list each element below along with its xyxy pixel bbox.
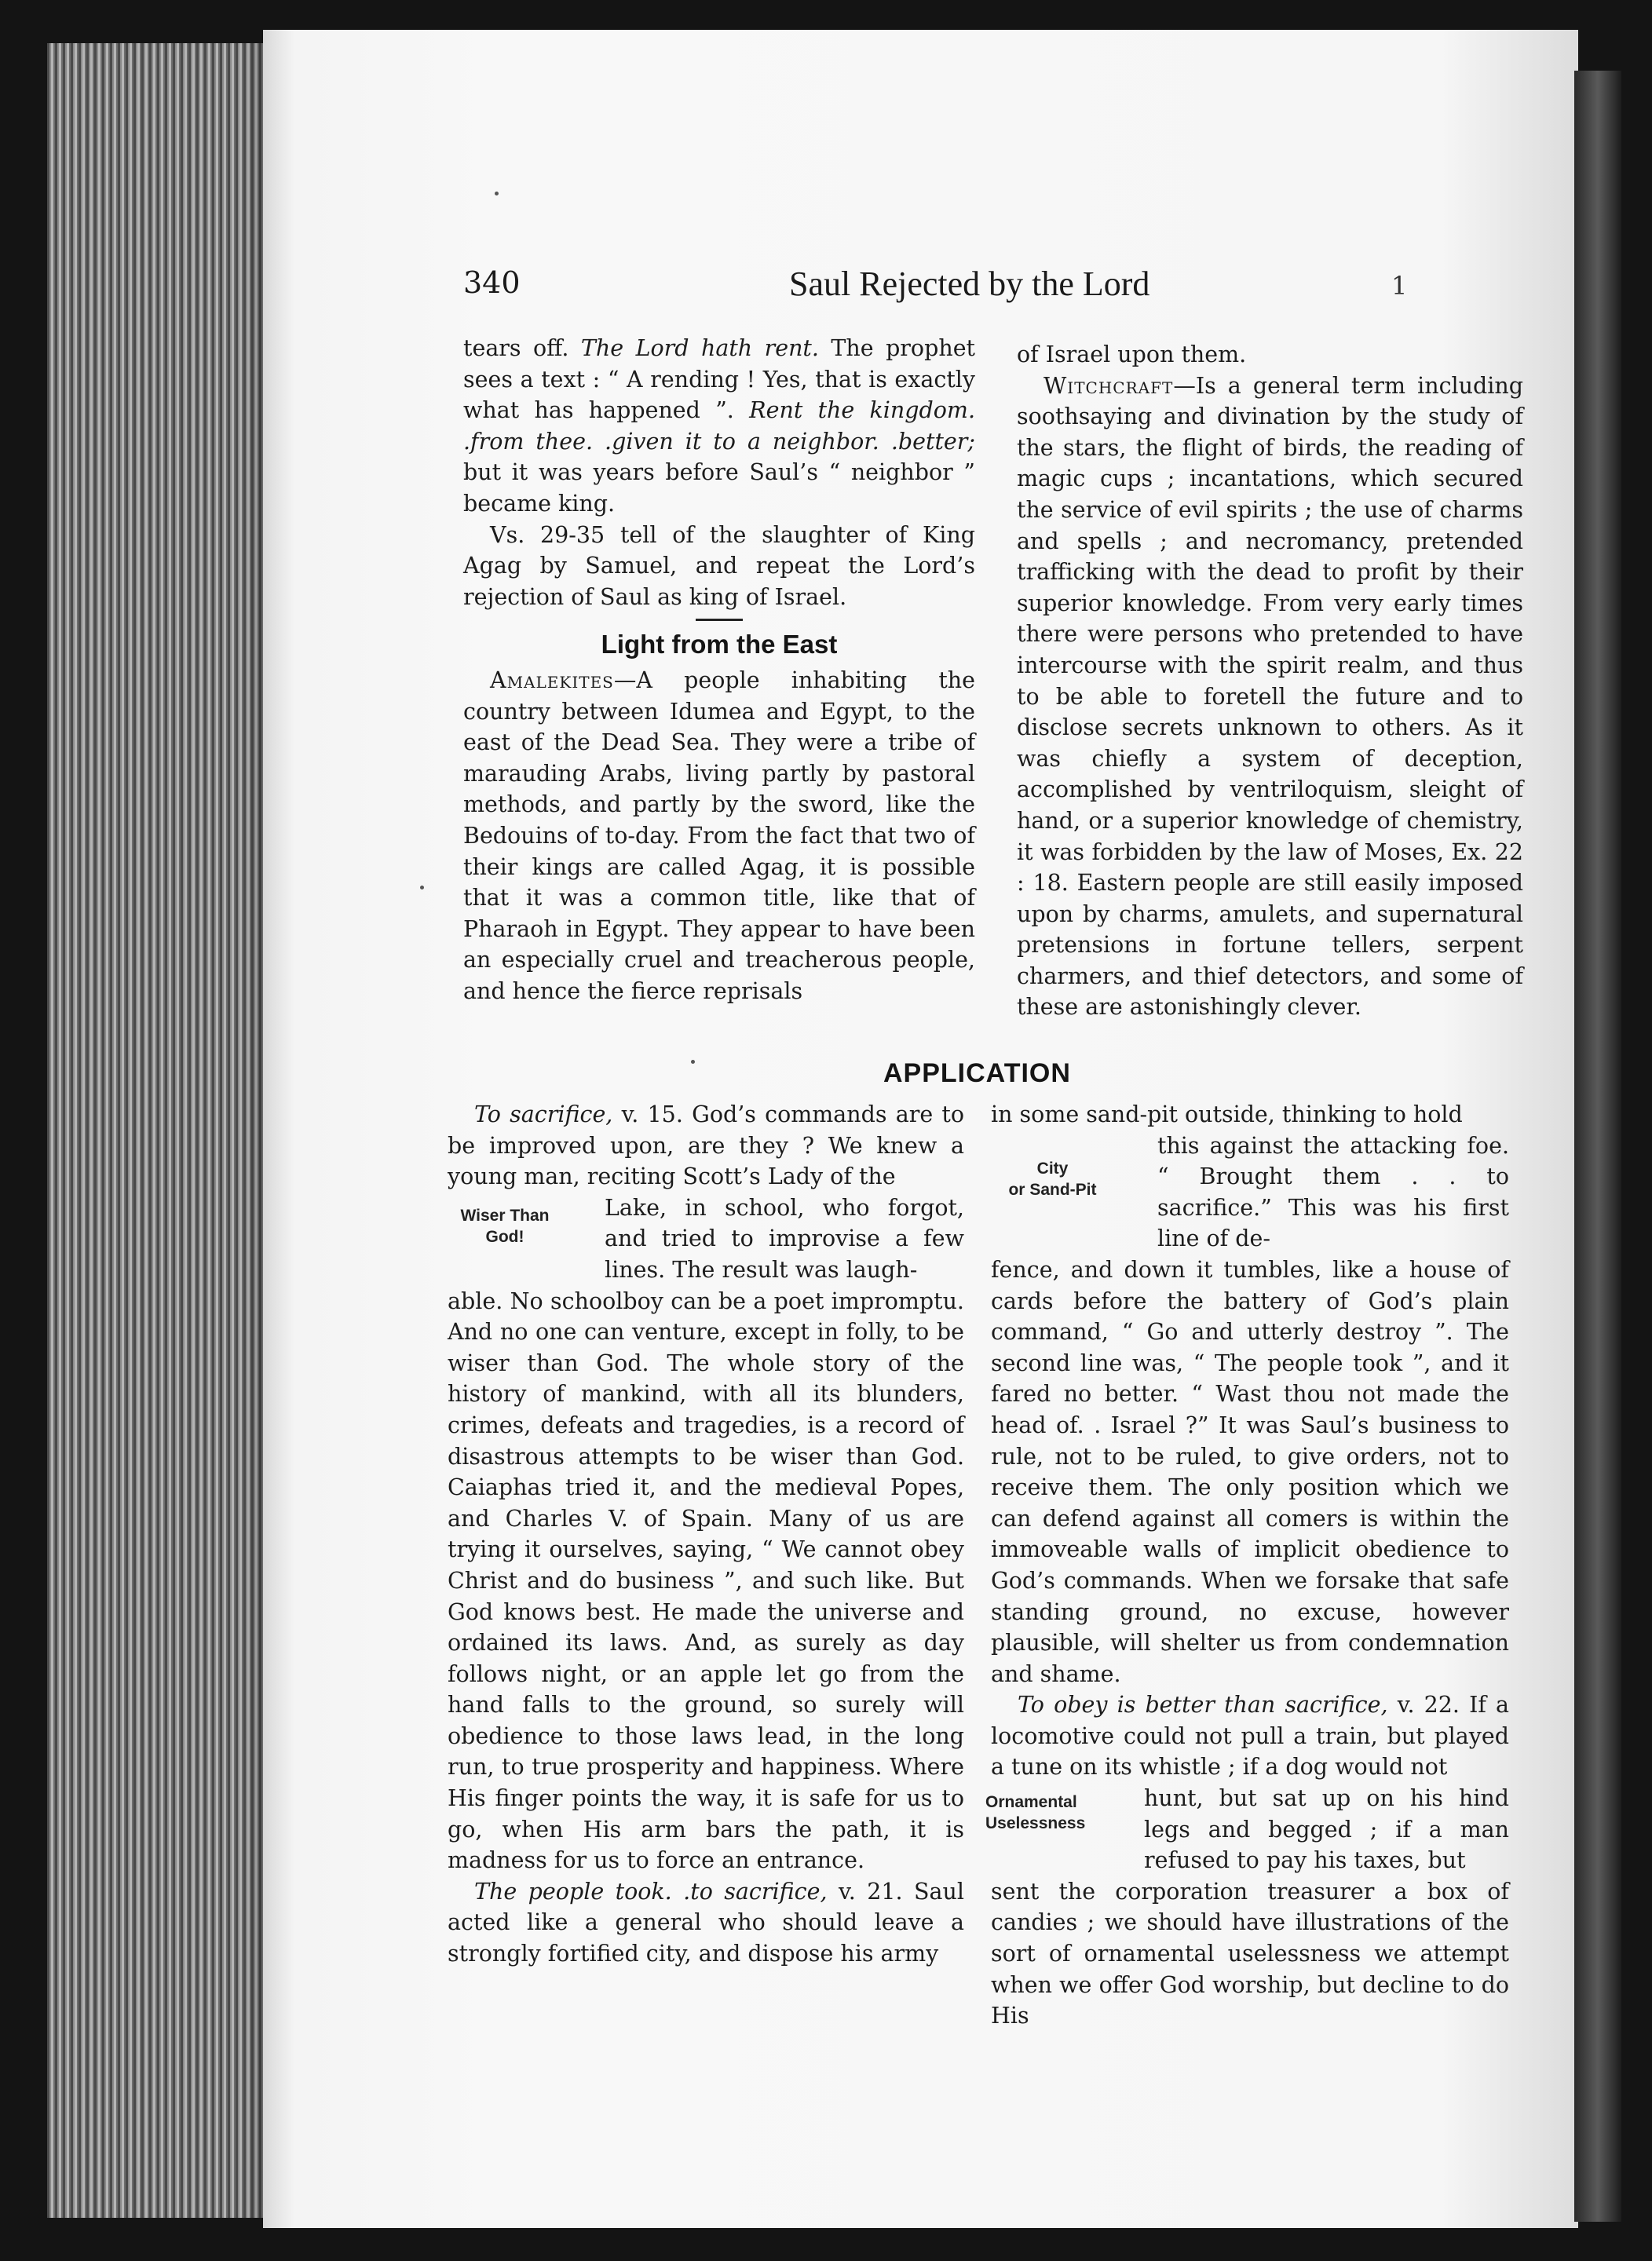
scan-speck: [420, 886, 424, 889]
margin-note: City or Sand-Pit: [1008, 1160, 1097, 1199]
right-column-top: [1017, 339, 1523, 1023]
scan-speck: [691, 1060, 695, 1064]
paragraph: able. No schoolboy can be a poet impromptu. And no one can venture, except in folly, to be wiser than God. The whole story of the history of mankind, with all its blunders, crimes, defeats and tragedies, is a record of disastrous attempts to be wiser than God. Caiaphas tried it, and the medieval Popes, and Charles V. of Spain. Many of us are trying it ourselves, saying, “ We cannot obey Christ and do business ”, and such like. But God knows best. He made the universe and ordained its laws. And, as surely as day follows night, or an apple let go from the hand falls to the ground, so surely will obedience to those laws lead, in the long run, to true prosperity and happiness. Where His finger points the way, it is safe for us to go, when His arm bars the path, it is madness for us to force an entrance.: [448, 1288, 964, 1874]
header-mark: 1: [1391, 271, 1408, 301]
left-column-top: [463, 333, 975, 1006]
application-heading: APPLICATION: [883, 1058, 1071, 1088]
running-title: Saul Rejected by the Lord: [789, 265, 1150, 303]
paragraph: sent the corporation treasurer a box of candies ; we should have illustrations of the sort of ornamental uselessness we attempt when we offer God worship, but decline to do His: [991, 1878, 1509, 2029]
paragraph: this against the attacking foe. “ Brought them . . to sacrifice.” This was his first line of de-: [1157, 1132, 1509, 1252]
margin-note: Wiser Than God!: [460, 1207, 550, 1246]
section-divider: [696, 619, 743, 621]
page-number: 340: [463, 265, 521, 300]
paragraph: Amalekites—A people inhabiting the country between Idumea and Egypt, to the east of the Dead Sea. They were a tribe of marauding Arabs, living partly by pastoral methods, and partly by the sword, like the Bedouins of to-day. From the fact that two of their kings are called Agag, it is possible that it was a common title, like that of Pharaoh in Egypt. They appear to have been an especially cruel and treacherous people, and hence the fierce reprisals: [463, 667, 975, 1004]
paragraph: in some sand-pit outside, thinking to hold: [991, 1101, 1463, 1127]
section-heading: Light from the East: [601, 630, 838, 659]
paragraph: fence, and down it tumbles, like a house of cards before the battery of God’s plain command, “ Go and utterly destroy ”. The second line was, “ The people took ”, and it fared no better. “ Wast thou not made the head of. . Israel ?” It was Saul’s business to rule, not to be ruled, to give orders, not to receive them. The only position which we can defend against all comers is within the immoveable walls of implicit obedience to God’s commands. When we forsake that safe standing ground, no excuse, however plausible, will shelter us from condemnation and shame.: [991, 1256, 1509, 1687]
paragraph: of Israel upon them.: [1017, 342, 1247, 367]
term: Amalekites: [490, 667, 614, 693]
paragraph: To sacrifice, v. 15. God’s commands are to be improved upon, are they ? We knew a young man, reciting Scott’s Lady of the: [448, 1101, 965, 1190]
paragraph: The people took. .to sacrifice, v. 21. Saul acted like a general who should leave a strongly fortified city, and dispose his army: [448, 1878, 964, 1967]
paragraph: Witchcraft—Is a general term including soothsaying and divination by the study of the stars, the flight of birds, the reading of magic cups ; incantations, which secured the service of evil spirits ; the use of charms and spells ; and necromancy, pretended trafficking with the dead to profit by their superior knowledge. From very early times there were persons who pretended to have intercourse with the spirit realm, and thus to be able to foretell the future and to disclose secrets unknown to others. As it was chiefly a system of deception, accomplished by ventriloquism, sleight of hand, or a superior knowledge of chemistry, it was forbidden by the law of Moses, Ex. 22 : 18. Eastern people are still easily imposed upon by charms, amulets, and supernatural pretensions in fortune tellers, serpent charmers, and thief detectors, and some of these are astonishingly clever.: [1017, 372, 1523, 1021]
paragraph: tears off. The Lord hath rent. The prophet sees a text : “ A rending ! Yes, that is exactly what has happened ”. Rent the kingdom. .from thee. .given it to a neighbor. .better; but it was years before Saul’s “ neighbor ” became king.: [463, 335, 976, 517]
scan-speck: [495, 192, 499, 195]
book-page-edges: [47, 43, 275, 2218]
paragraph: Lake, in school, who forgot, and tried to improvise a few lines. The result was laugh-: [605, 1194, 964, 1283]
facing-page-edge: [1574, 71, 1621, 2222]
paragraph: To obey is better than sacrifice, v. 22. If a locomotive could not pull a train, but played a tune on its whistle ; if a dog would not: [991, 1692, 1509, 1781]
application-right-column: [991, 1099, 1509, 2032]
term: Witchcraft: [1043, 372, 1174, 399]
paragraph: Vs. 29-35 tell of the slaughter of King Agag by Samuel, and repeat the Lord’s rejection of Saul as king of Israel.: [463, 521, 975, 610]
margin-note: Ornamental Uselessness: [985, 1793, 1086, 1832]
paragraph: hunt, but sat up on his hind legs and begged ; if a man refused to pay his taxes, but: [1144, 1785, 1509, 1874]
